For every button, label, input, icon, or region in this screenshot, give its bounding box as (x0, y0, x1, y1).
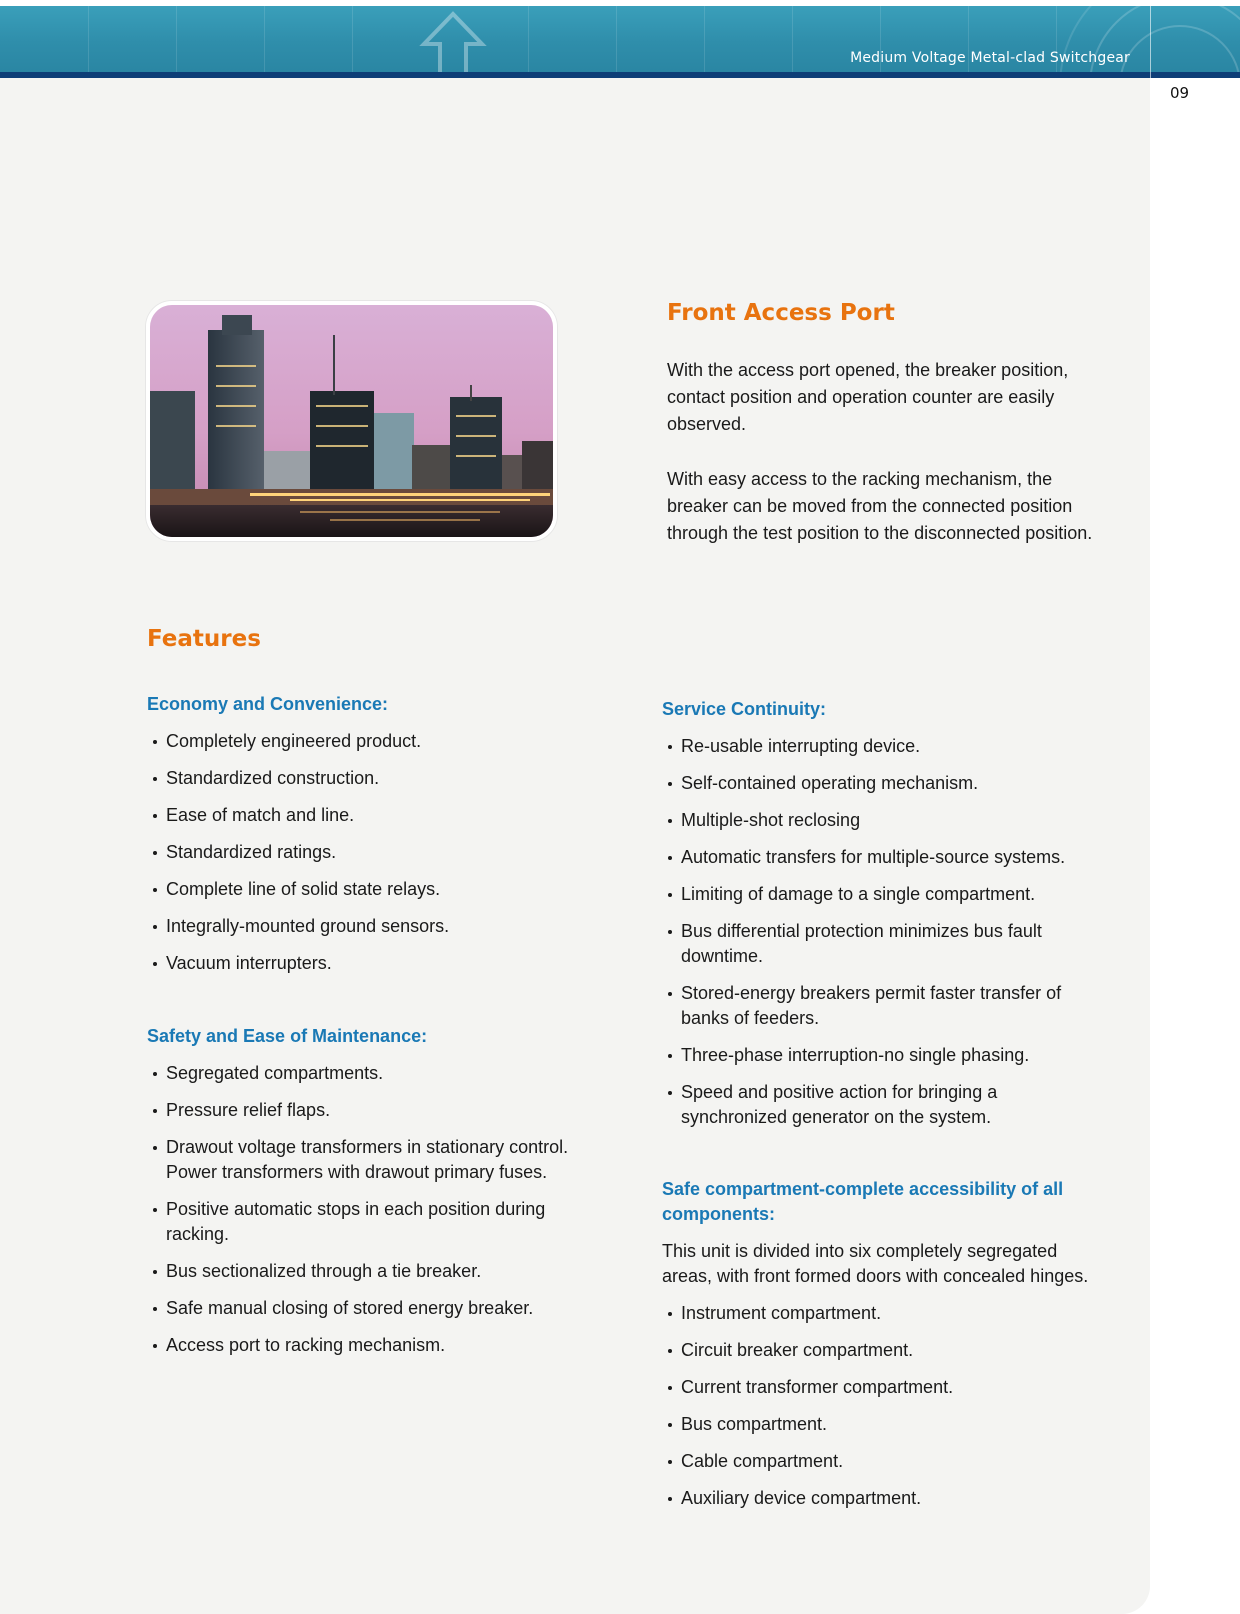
header-divider (1150, 6, 1151, 78)
list-item: Bus sectionalized through a tie breaker. (147, 1259, 587, 1284)
compartment-heading: Safe compartment-complete accessibility of all components: (662, 1179, 1064, 1224)
features-title: Features (147, 626, 261, 652)
list-item: Ease of match and line. (147, 803, 587, 828)
arrow-up-icon (418, 8, 488, 72)
economy-heading: Economy and Convenience: (147, 694, 389, 714)
list-item: Pressure relief flaps. (147, 1098, 587, 1123)
list-item: Complete line of solid state relays. (147, 877, 587, 902)
list-item: Completely engineered product. (147, 729, 587, 754)
list-item: Re-usable interrupting device. (662, 734, 1087, 759)
list-item: Instrument compartment. (662, 1301, 1102, 1326)
city-skyline-photo (146, 301, 557, 541)
header-banner (0, 6, 1240, 72)
page-number: 09 (1170, 84, 1190, 102)
list-item: Access port to racking mechanism. (147, 1333, 587, 1358)
list-item: Three-phase interruption-no single phasing. (662, 1043, 1087, 1068)
list-item: Standardized ratings. (147, 840, 587, 865)
list-item: Auxiliary device compartment. (662, 1486, 1102, 1511)
list-item: Safe manual closing of stored energy breaker. (147, 1296, 587, 1321)
list-item: Limiting of damage to a single compartment. (662, 882, 1087, 907)
economy-list (147, 729, 587, 988)
list-item: Automatic transfers for multiple-source systems. (662, 845, 1087, 870)
list-item: Circuit breaker compartment. (662, 1338, 1102, 1363)
list-item: Multiple-shot reclosing (662, 808, 1087, 833)
compartment-intro: This unit is divided into six completely segregated areas, with front formed doors with concealed hinges. (662, 1241, 1089, 1286)
header-title: Medium Voltage Metal-clad Switchgear (850, 50, 1130, 66)
list-item: Standardized construction. (147, 766, 587, 791)
front-access-paragraph-2: With easy access to the racking mechanism, the breaker can be moved from the connected position through the test position to the disconnected position. (667, 469, 1093, 543)
list-item: Vacuum interrupters. (147, 951, 587, 976)
list-item: Stored-energy breakers permit faster transfer of banks of feeders. (662, 981, 1087, 1031)
service-heading: Service Continuity: (662, 699, 827, 719)
safety-list (147, 1061, 587, 1370)
list-item: Current transformer compartment. (662, 1375, 1102, 1400)
list-item: Cable compartment. (662, 1449, 1102, 1474)
list-item: Drawout voltage transformers in stationary control. Power transformers with drawout primary fuses. (147, 1135, 587, 1185)
list-item: Bus differential protection minimizes bus fault downtime. (662, 919, 1087, 969)
list-item: Self-contained operating mechanism. (662, 771, 1087, 796)
compartment-list (662, 1301, 1102, 1523)
service-list (662, 734, 1087, 1142)
list-item: Speed and positive action for bringing a synchronized generator on the system. (662, 1080, 1087, 1130)
front-access-paragraph-1: With the access port opened, the breaker position, contact position and operation counter are easily observed. (667, 360, 1069, 434)
safety-heading: Safety and Ease of Maintenance: (147, 1026, 428, 1046)
front-access-title: Front Access Port (667, 300, 895, 326)
list-item: Bus compartment. (662, 1412, 1102, 1437)
list-item: Positive automatic stops in each position during racking. (147, 1197, 587, 1247)
list-item: Segregated compartments. (147, 1061, 587, 1086)
list-item: Integrally-mounted ground sensors. (147, 914, 587, 939)
